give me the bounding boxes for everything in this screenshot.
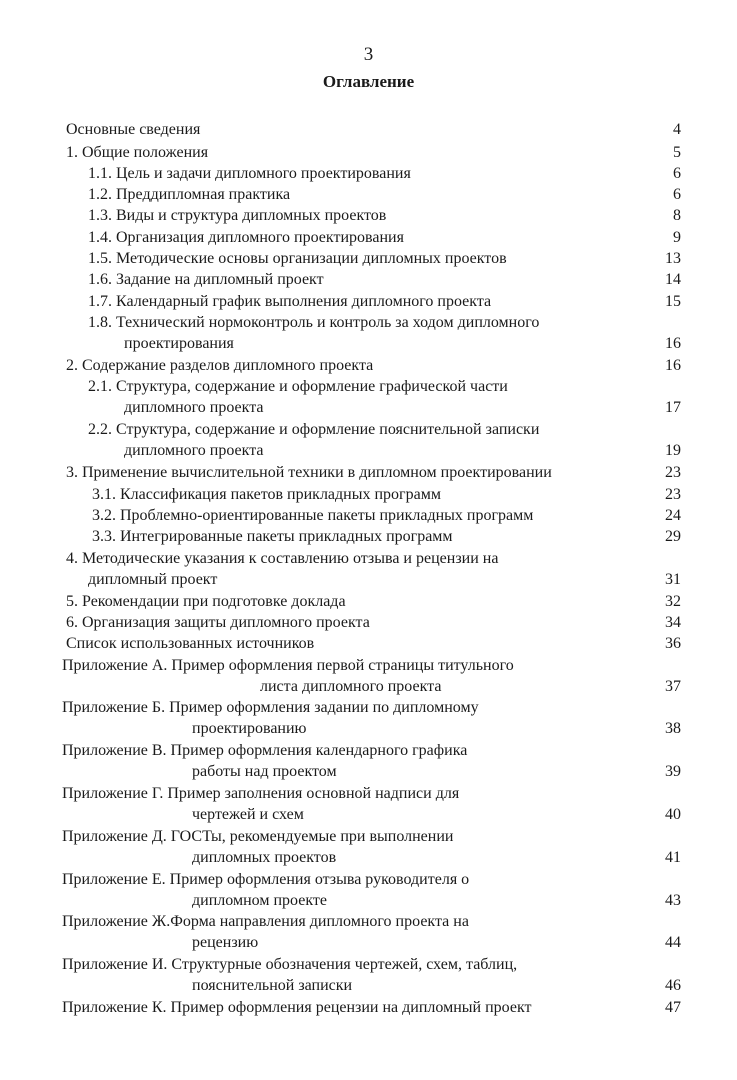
- toc-entry-page-number: 34: [665, 614, 681, 631]
- toc-entry-page-number: 8: [673, 207, 681, 224]
- toc-entry-page-number: 24: [665, 507, 681, 524]
- toc-entry-page-number: 16: [665, 335, 681, 352]
- toc-entry-title-continuation: работы над проектом: [192, 763, 337, 780]
- toc-entry-title-continuation: проектирования: [124, 335, 234, 352]
- toc-entry-title: 1.3. Виды и структура дипломных проектов: [88, 207, 387, 224]
- toc-entry-title-continuation: листа дипломного проекта: [260, 678, 442, 695]
- toc-entry-title: Приложение В. Пример оформления календарного графика: [62, 742, 468, 759]
- toc-entry-title: Приложение И. Структурные обозначения чертежей, схем, таблиц,: [62, 956, 518, 973]
- toc-entry-title: Приложение А. Пример оформления первой страницы титульного: [62, 657, 514, 674]
- toc-entry-title: 1.5. Методические основы организации дипломных проектов: [88, 250, 507, 267]
- toc-entry-title-continuation: пояснительной записки: [192, 977, 353, 994]
- toc-entry-title: Приложение Д. ГОСТы, рекомендуемые при выполнении: [62, 828, 454, 845]
- toc-entry-page-number: 4: [673, 121, 681, 138]
- toc-entry-title: 3. Применение вычислительной техники в дипломном проектировании: [66, 464, 552, 481]
- toc-entry-title: 2. Содержание разделов дипломного проекта: [66, 357, 374, 374]
- toc-entry-title: Приложение Г. Пример заполнения основной надписи для: [62, 785, 460, 802]
- toc-entry-page-number: 13: [665, 250, 681, 267]
- toc-entry-title-continuation: рецензию: [192, 934, 259, 951]
- toc-entry-title: 6. Организация защиты дипломного проекта: [66, 614, 370, 631]
- page-number: 3: [363, 44, 374, 65]
- toc-entry-page-number: 38: [665, 720, 681, 737]
- toc-entry-title-continuation: дипломного проекта: [124, 399, 264, 416]
- toc-entry-title: 1.4. Организация дипломного проектирования: [88, 229, 404, 246]
- toc-entry-title-continuation: проектированию: [192, 720, 307, 737]
- toc-entry-page-number: 39: [665, 763, 681, 780]
- toc-entry-title: Приложение Е. Пример оформления отзыва руководителя о: [62, 871, 470, 888]
- toc-entry-page-number: 6: [673, 165, 681, 182]
- toc-entry-page-number: 36: [665, 635, 681, 652]
- toc-entry-title: Приложение Б. Пример оформления задании по дипломному: [62, 699, 479, 716]
- toc-entry-title: 3.3. Интегрированные пакеты прикладных программ: [92, 528, 453, 545]
- toc-entry-page-number: 23: [665, 464, 681, 481]
- toc-entry-title: 1.7. Календарный график выполнения дипломного проекта: [88, 293, 492, 310]
- toc-entry-page-number: 17: [665, 399, 681, 416]
- toc-entry-title: 1. Общие положения: [66, 144, 209, 161]
- toc-entry-page-number: 43: [665, 892, 681, 909]
- toc-entry-page-number: 9: [673, 229, 681, 246]
- toc-entry-title: Приложение К. Пример оформления рецензии на дипломный проект: [62, 999, 532, 1016]
- toc-entry-page-number: 19: [665, 442, 681, 459]
- toc-entry-title-continuation: дипломном проекте: [192, 892, 327, 909]
- toc-entry-page-number: 44: [665, 934, 681, 951]
- toc-entry-page-number: 15: [665, 293, 681, 310]
- toc-entry-page-number: 5: [673, 144, 681, 161]
- toc-entry-page-number: 16: [665, 357, 681, 374]
- toc-entry-title: Приложение Ж.Форма направления дипломного проекта на: [62, 913, 469, 930]
- toc-entry-page-number: 32: [665, 593, 681, 610]
- toc-entry-page-number: 14: [665, 271, 681, 288]
- toc-entry-page-number: 40: [665, 806, 681, 823]
- toc-entry-title: 2.2. Структура, содержание и оформление пояснительной записки: [88, 421, 540, 438]
- toc-entry-title-continuation: дипломных проектов: [192, 849, 337, 866]
- toc-entry-page-number: 41: [665, 849, 681, 866]
- toc-entry-page-number: 6: [673, 186, 681, 203]
- toc-entry-page-number: 47: [665, 999, 681, 1016]
- toc-entry-title: Основные сведения: [66, 121, 201, 138]
- toc-entry-title: 3.1. Классификация пакетов прикладных программ: [92, 486, 441, 503]
- toc-entry-title-continuation: дипломного проекта: [124, 442, 264, 459]
- toc-entry-title: 4. Методические указания к составлению отзыва и рецензии на: [66, 550, 499, 567]
- toc-entry-title: 3.2. Проблемно-ориентированные пакеты прикладных программ: [92, 507, 534, 524]
- toc-entry-title: 5. Рекомендации при подготовке доклада: [66, 593, 346, 610]
- toc-entry-page-number: 37: [665, 678, 681, 695]
- toc-entry-title: 1.2. Преддипломная практика: [88, 186, 291, 203]
- toc-entry-title: 2.1. Структура, содержание и оформление графической части: [88, 378, 508, 395]
- toc-entry-page-number: 23: [665, 486, 681, 503]
- toc-entry-title: 1.1. Цель и задачи дипломного проектирования: [88, 165, 411, 182]
- toc-entry-title-continuation: дипломный проект: [88, 571, 218, 588]
- toc-entry-title-continuation: чертежей и схем: [192, 806, 304, 823]
- toc-entry-title: 1.6. Задание на дипломный проект: [88, 271, 324, 288]
- toc-entry-page-number: 29: [665, 528, 681, 545]
- toc-entry-title: Список использованных источников: [66, 635, 315, 652]
- toc-entry-title: 1.8. Технический нормоконтроль и контроль за ходом дипломного: [88, 314, 540, 331]
- page-title: Оглавление: [322, 72, 415, 91]
- toc-entry-page-number: 31: [665, 571, 681, 588]
- toc-entry-page-number: 46: [665, 977, 681, 994]
